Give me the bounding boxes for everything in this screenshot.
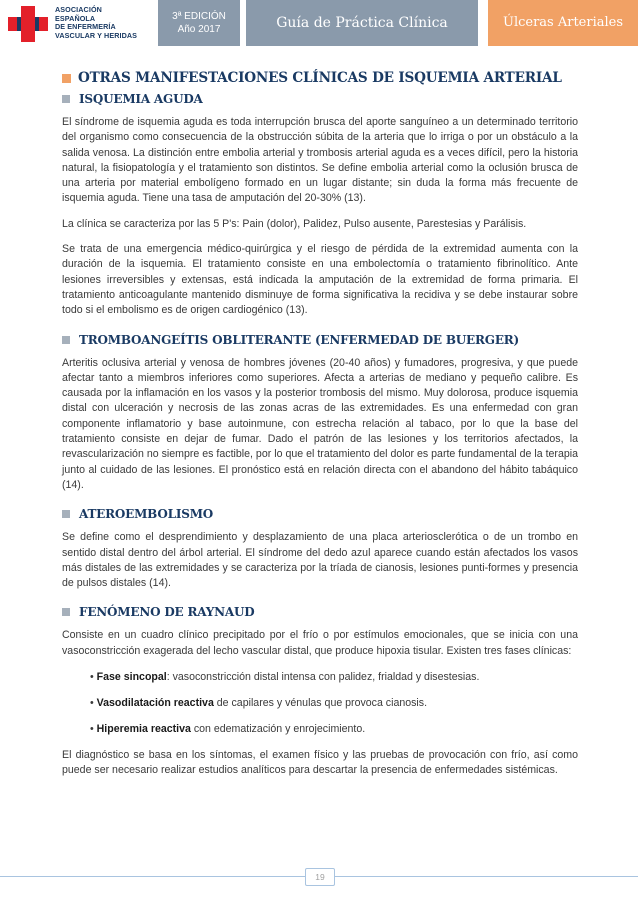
square-bullet-icon <box>62 608 70 616</box>
page-number: 19 <box>305 868 335 886</box>
paragraph: Se define como el desprendimiento y desplazamiento de una placa arteriosclerótica o de un trombo en sentido distal dentro del árbol arterial. El síndrome del dedo azul aparece cuando están afectados los vasos más distales de las extremidades y se caracteriza por la tríada de cianosis, lesiones punti-formes y presencia de pulsos distales (14). <box>62 531 578 590</box>
paragraph: El síndrome de isquemia aguda es toda interrupción brusca del aporte sanguíneo a un determinado territorio del organismo como consecuencia de la obstrucción súbita de la arteria que lo irriga o por un obstáculo a la salida venosa. La distinción entre embolia arterial y trombosis arterial aguda es a veces difícil, pero la historia natural, la fisiopatología y el tratamiento son distintos. Se define embolia arterial como la oclusión brusca de una arteria por material embolígeno formado en un lugar distante; sin duda la forma más frecuente de isquemia aguda. Tiene una tasa de amputación del 20-30% (13). <box>62 116 578 205</box>
section-heading-ateroembolismo: ATEROEMBOLISMO <box>62 507 578 521</box>
association-logo <box>4 3 154 45</box>
list-item: • Fase sincopal: vasoconstricción distal intensa con palidez, frialdad y disestesias. <box>90 671 480 684</box>
paragraph: Arteritis oclusiva arterial y venosa de hombres jóvenes (20-40 años) y fumadores, progresiva, y que puede afectar tanto a miembros inferiores como superiores. Afecta a arterias de mediano y pequeño calibre. Es causada por la inflamación en los vasos y la posterior trombosis del mismo. Muy dolorosa, produce isquemia distal con ulceración y necrosis de las zonas acras de las extremidades. Es una enfermedad con gran componente inflamatorio y base autoinmune, con estrecha relación al tabaco, por lo que la base del tratamiento consiste en dejar de fumar. Dado el patrón de las lesiones y los territorios afectados, la revascularización no siempre es factible, por lo que el tratamiento del dolor es parte fundamental de la terapia junto al cuidado de las lesiones. El pronóstico está en relación directa con el abandono del hábito tabáquico (14). <box>62 356 578 491</box>
square-bullet-icon <box>62 95 70 103</box>
section-heading-isquemia-aguda: ISQUEMIA AGUDA <box>62 92 578 106</box>
section-heading-buerger: TROMBOANGEÍTIS OBLITERANTE (ENFERMEDAD DE BUERGER) <box>62 333 578 347</box>
guide-title: Guía de Práctica Clínica <box>246 0 478 46</box>
page-content <box>62 70 578 789</box>
square-bullet-icon <box>62 74 71 83</box>
list-item: • Vasodilatación reactiva de capilares y vénulas que provoca cianosis. <box>90 697 428 710</box>
square-bullet-icon <box>62 510 70 518</box>
edition-label: 3ª EDICIÓN <box>172 11 226 22</box>
section-heading-raynaud: FENÓMENO DE RAYNAUD <box>62 605 578 619</box>
page-header <box>0 0 638 48</box>
paragraph: Consiste en un cuadro clínico precipitado por el frío o por estímulos emocionales, que se inicia con una vasoconstricción exagerada del lecho vascular distal, que produce hipoxia tisular. Existen tres fases clínicas: <box>62 629 578 657</box>
logo-text: ASOCIACIÓN ESPAÑOLA DE ENFERMERÍA VASCULAR Y HERIDAS <box>55 5 138 40</box>
phase-list <box>62 670 578 737</box>
square-bullet-icon <box>62 336 70 344</box>
section-tab: Úlceras Arteriales <box>488 0 638 46</box>
paragraph: Se trata de una emergencia médico-quirúrgica y el riesgo de pérdida de la extremidad aumenta con la duración de la isquemia. El tratamiento consiste en una embolectomía o tratamiento fibrinolítico. Ante lesiones irreversibles y extensas, está indicada la amputación de la extremidad de forma primaria. El tratamiento anticoagulante mantenido disminuye de forma significativa la recidiva y se debe instaurar sobre todo si el embolismo es de origen cardiogénico (13). <box>62 243 578 317</box>
paragraph: La clínica se caracteriza por las 5 P's: Pain (dolor), Palidez, Pulso ausente, Parestesias y Parálisis. <box>62 217 527 230</box>
edition-year: Año 2017 <box>177 24 221 35</box>
list-item: • Hiperemia reactiva con edematización y enrojecimiento. <box>90 723 366 736</box>
red-cross-icon <box>4 3 52 45</box>
edition-box <box>158 0 240 46</box>
paragraph: El diagnóstico se basa en los síntomas, el examen físico y las pruebas de provocación con frío, así como puede ser necesario realizar estudios analíticos para descartar la presencia de enfermedades sistémicas. <box>62 749 578 777</box>
chapter-title: OTRAS MANIFESTACIONES CLÍNICAS DE ISQUEMIA ARTERIAL <box>62 70 578 86</box>
